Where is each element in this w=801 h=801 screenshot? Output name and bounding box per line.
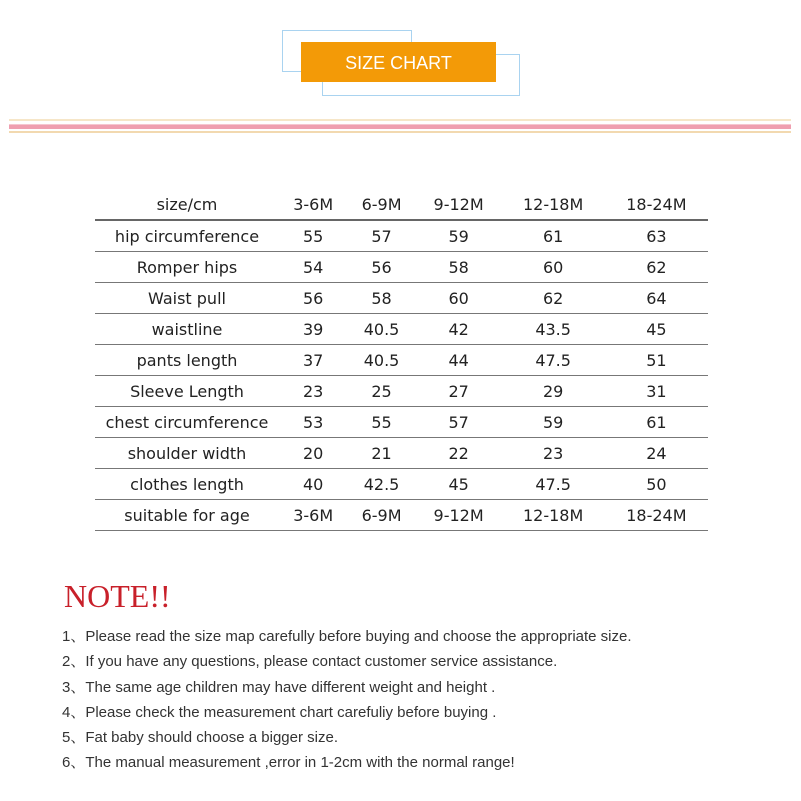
table-cell: 47.5 xyxy=(502,469,605,500)
table-cell: 12-18M xyxy=(502,189,605,220)
table-cell: 43.5 xyxy=(502,314,605,345)
table-cell: 21 xyxy=(347,438,415,469)
row-label: hip circumference xyxy=(95,220,279,252)
table-cell: 55 xyxy=(347,407,415,438)
table-row xyxy=(95,283,708,314)
row-label: size/cm xyxy=(95,189,279,220)
table-cell: 24 xyxy=(605,438,708,469)
table-cell: 45 xyxy=(416,469,502,500)
table-cell: 59 xyxy=(416,220,502,252)
table-cell: 20 xyxy=(279,438,347,469)
table-header-row xyxy=(95,189,708,220)
row-label: suitable for age xyxy=(95,500,279,531)
note-title: NOTE!! xyxy=(64,578,171,614)
table-cell: 29 xyxy=(502,376,605,407)
table-cell: 58 xyxy=(347,283,415,314)
table-cell: 23 xyxy=(279,376,347,407)
note-item: 2、If you have any questions, please contact customer service assistance. xyxy=(62,653,558,671)
note-item: 3、The same age children may have different weight and height . xyxy=(62,678,496,696)
table-cell: 40.5 xyxy=(347,314,415,345)
table-cell: 31 xyxy=(605,376,708,407)
table-row xyxy=(95,252,708,283)
table-cell: 57 xyxy=(347,220,415,252)
table-cell: 64 xyxy=(605,283,708,314)
table-cell: 18-24M xyxy=(605,189,708,220)
table-row xyxy=(95,314,708,345)
table-cell: 54 xyxy=(279,252,347,283)
table-cell: 23 xyxy=(502,438,605,469)
table-cell: 51 xyxy=(605,345,708,376)
table-row xyxy=(95,376,708,407)
table-cell: 6-9M xyxy=(347,500,415,531)
table-cell: 55 xyxy=(279,220,347,252)
table-cell: 37 xyxy=(279,345,347,376)
table-row xyxy=(95,469,708,500)
table-cell: 47.5 xyxy=(502,345,605,376)
table-cell: 6-9M xyxy=(347,189,415,220)
table-cell: 12-18M xyxy=(502,500,605,531)
table-cell: 9-12M xyxy=(416,500,502,531)
table-cell: 56 xyxy=(347,252,415,283)
row-label: Waist pull xyxy=(95,283,279,314)
table-cell: 39 xyxy=(279,314,347,345)
table-cell: 42.5 xyxy=(347,469,415,500)
table-cell: 63 xyxy=(605,220,708,252)
row-label: Romper hips xyxy=(95,252,279,283)
divider xyxy=(9,119,791,121)
row-label: waistline xyxy=(95,314,279,345)
note-item: 5、Fat baby should choose a bigger size. xyxy=(62,729,338,747)
table-cell: 40 xyxy=(279,469,347,500)
size-table xyxy=(95,189,708,531)
table-row xyxy=(95,438,708,469)
table-row xyxy=(95,500,708,531)
table-cell: 22 xyxy=(416,438,502,469)
table-cell: 53 xyxy=(279,407,347,438)
table-cell: 58 xyxy=(416,252,502,283)
table-cell: 56 xyxy=(279,283,347,314)
table-row xyxy=(95,407,708,438)
table-cell: 50 xyxy=(605,469,708,500)
table-cell: 45 xyxy=(605,314,708,345)
table-row xyxy=(95,345,708,376)
divider xyxy=(9,124,791,129)
row-label: chest circumference xyxy=(95,407,279,438)
table-cell: 3-6M xyxy=(279,500,347,531)
table-cell: 40.5 xyxy=(347,345,415,376)
size-chart-title: SIZE CHART xyxy=(301,42,496,82)
row-label: Sleeve Length xyxy=(95,376,279,407)
table-cell: 61 xyxy=(605,407,708,438)
note-item: 1、Please read the size map carefully before buying and choose the appropriate size. xyxy=(62,628,632,645)
table-cell: 44 xyxy=(416,345,502,376)
table-cell: 9-12M xyxy=(416,189,502,220)
note-list xyxy=(62,626,632,778)
row-label: shoulder width xyxy=(95,438,279,469)
note-item: 4、Please check the measurement chart carefuliy before buying . xyxy=(62,703,497,721)
table-cell: 42 xyxy=(416,314,502,345)
table-cell: 61 xyxy=(502,220,605,252)
table-cell: 18-24M xyxy=(605,500,708,531)
table-cell: 62 xyxy=(502,283,605,314)
table-cell: 59 xyxy=(502,407,605,438)
table-cell: 62 xyxy=(605,252,708,283)
note-item: 6、The manual measurement ,error in 1-2cm with the normal range! xyxy=(62,754,515,772)
table-cell: 57 xyxy=(416,407,502,438)
table-cell: 27 xyxy=(416,376,502,407)
row-label: clothes length xyxy=(95,469,279,500)
table-cell: 60 xyxy=(416,283,502,314)
table-row xyxy=(95,220,708,252)
table-cell: 60 xyxy=(502,252,605,283)
row-label: pants length xyxy=(95,345,279,376)
table-cell: 3-6M xyxy=(279,189,347,220)
table-cell: 25 xyxy=(347,376,415,407)
divider xyxy=(9,131,791,133)
